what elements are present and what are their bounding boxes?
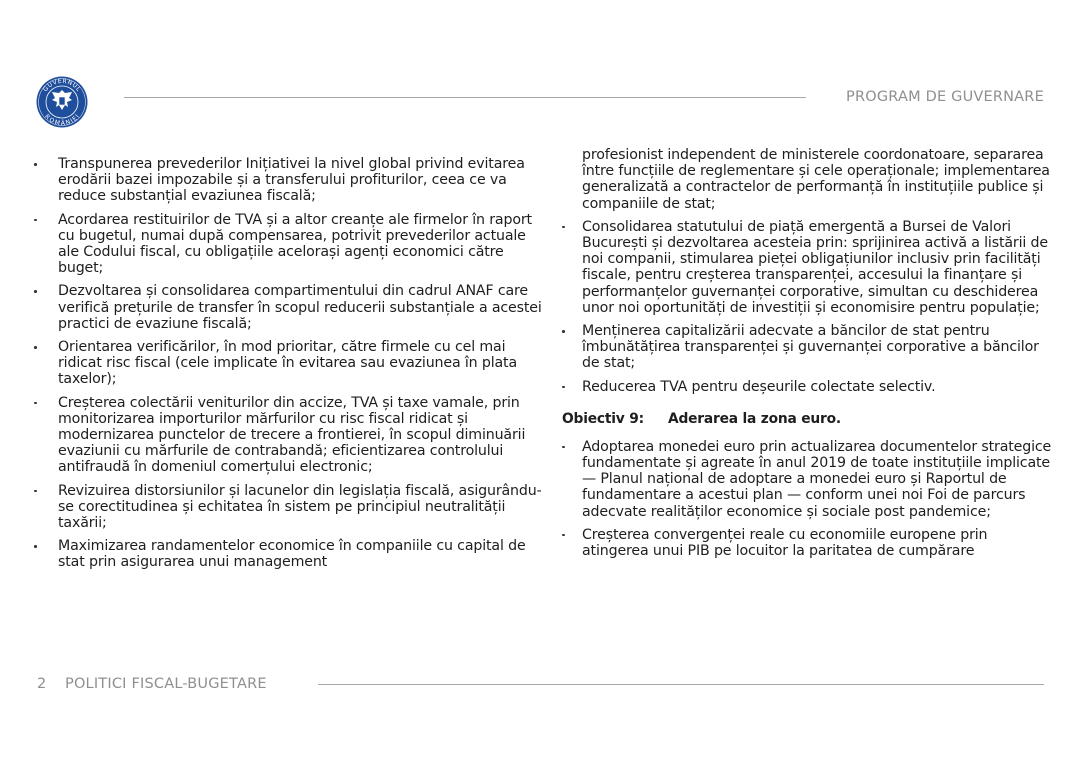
objective-label: Obiectiv 9: [562,410,644,427]
list-item: Menținerea capitalizării adecvate a băncilor de stat pentru îmbunătățirea transparenței și guvernanței corporative a băncilor de stat; [562,323,1052,372]
list-item: Creșterea colectării veniturilor din accize, TVA și taxe vamale, prin monitorizarea importurilor mărfurilor cu risc fiscal ridicat și modernizarea punctelor de trecere a frontierei, în scopul diminuării evaziunii cu mărfurile de contrabandă; eficientizarea controlului antifraudă în domeniul comerțului electronic; [34,395,544,476]
right-column [562,147,1052,566]
list-item: Consolidarea statutului de piață emergentă a Bursei de Valori București și dezvoltarea acesteia prin: sprijinirea activă a listării de noi companii, stimularea pieței obligațiunilor inclusiv prin facilități fiscale, pentru creșterea transparenței, accesului la finanțare și performanțelor guvernanței corporative, simultan cu deschiderea unor noi oportunități de investiții și economisire pentru populație; [562,219,1052,316]
footer-divider [318,684,1044,685]
bullet-icon [562,226,565,229]
left-column [34,156,544,578]
objective-bullet-list [562,439,1052,559]
page-number: 2 [37,676,47,692]
bullet-icon [34,490,37,493]
list-item: Orientarea verificărilor, în mod prioritar, către firmele cu cel mai ridicat risc fiscal (cele implicate în evitarea sau evaziunea în plata taxelor); [34,339,544,388]
bullet-icon [562,330,565,333]
list-item: Acordarea restituirilor de TVA și a altor creanțe ale firmelor în raport cu bugetul, numai după compensarea, potrivit prevederilor actuale ale Codului fiscal, cu obligațiile acelorași agenți economici către buget; [34,212,544,277]
svg-text:GUVERNUL: GUVERNUL [41,77,83,94]
list-item: Dezvoltarea și consolidarea compartimentului din cadrul ANAF care verifică prețurile de transfer în scopul reducerii substanțiale a acestei practici de evaziune fiscală; [34,283,544,332]
objective-heading [562,411,1052,427]
objective-title: Aderarea la zona euro. [668,410,841,427]
bullet-icon [34,219,37,222]
list-item: Revizuirea distorsiunilor și lacunelor din legislația fiscală, asigurându-se corectitudinea și echitatea în sistem pe principiul neutralității taxării; [34,483,544,532]
list-item: Creșterea convergenței reale cu economiile europene prin atingerea unui PIB pe locuitor la paritatea de cumpărare [562,527,1052,559]
government-logo [36,76,88,128]
document-header-title: PROGRAM DE GUVERNARE [846,89,1044,105]
bullet-icon [34,402,37,405]
bullet-icon [562,446,565,449]
list-item: Adoptarea monedei euro prin actualizarea documentelor strategice fundamentate și agreate în anul 2019 de toate instituțiile implicate — Planul național de adoptare a monedei euro și Raportul de fundamentare a acestui plan — conform unei noi Foi de parcurs adecvate realităților economice și sociale post pandemice; [562,439,1052,520]
bullet-icon [34,290,37,293]
bullet-icon [562,534,565,537]
list-item: Maximizarea randamentelor economice în companiile cu capital de stat prin asigurarea unui management [34,538,544,570]
continued-paragraph: profesionist independent de ministerele coordonatoare, separarea între funcțiile de reglementare și cele operaționale; implementarea generalizată a contractelor de performanță în instituțiile publice și companiile de stat; [582,147,1050,212]
footer-section-title: POLITICI FISCAL-BUGETARE [65,676,267,692]
bullet-icon [562,386,565,389]
list-item: Reducerea TVA pentru deșeurile colectate selectiv. [562,379,1052,395]
coat-of-arms-icon [36,76,88,128]
bullet-icon [34,545,37,548]
svg-text:ROMÂNIEI: ROMÂNIEI [43,113,82,128]
list-item: Transpunerea prevederilor Inițiativei la nivel global privind evitarea erodării bazei impozabile și a transferului profiturilor, ceea ce va reduce substanțial evaziunea fiscală; [34,156,544,205]
bullet-icon [34,163,37,166]
header-divider [124,97,806,98]
left-bullet-list [34,156,544,571]
bullet-icon [34,346,37,349]
right-bullet-list [562,219,1052,395]
